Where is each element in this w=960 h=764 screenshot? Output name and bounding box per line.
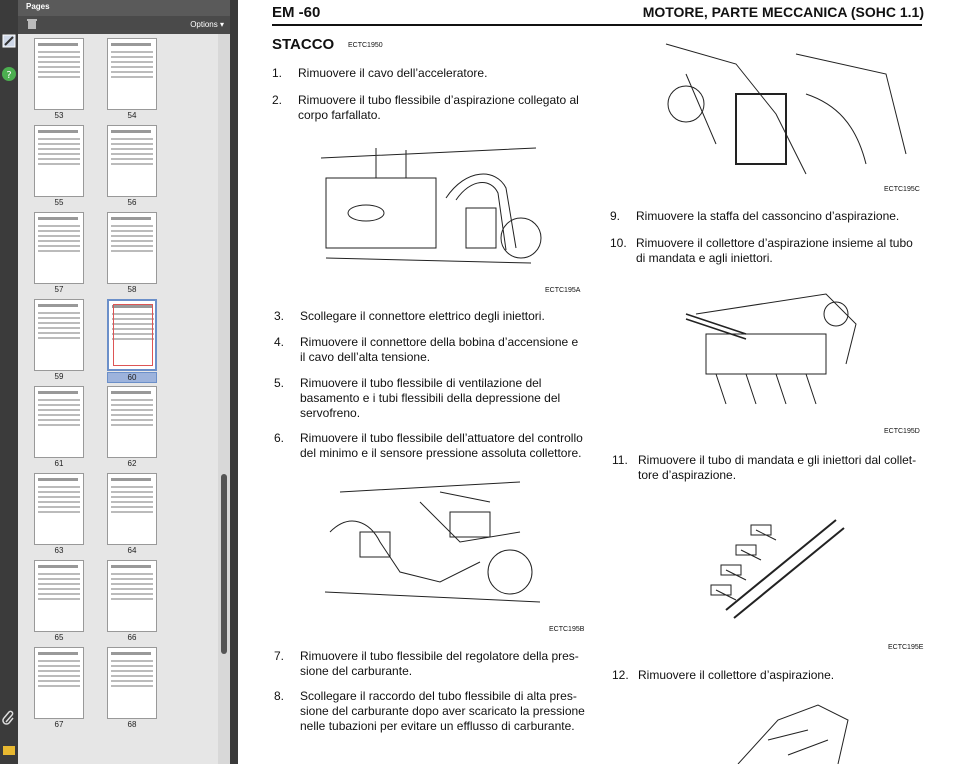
document-page [238, 0, 960, 764]
figure-code: ECTC195E [888, 644, 924, 651]
header-rule [272, 24, 922, 26]
help-icon[interactable] [1, 66, 17, 82]
page-thumbnail[interactable] [34, 125, 84, 197]
page-number-label[interactable]: 57 [54, 285, 64, 294]
figure-code: ECTC195C [884, 186, 920, 193]
page-number-label[interactable]: 66 [127, 633, 137, 642]
step-text [300, 376, 560, 421]
step-number: 4. [274, 335, 285, 349]
step-text [300, 309, 545, 324]
panel-header [18, 0, 230, 16]
figure-idle-actuator [320, 472, 546, 622]
page-number-label[interactable]: 61 [54, 459, 64, 468]
step-number: 7. [274, 649, 285, 663]
step-number: 11. [612, 453, 628, 467]
step-number: 6. [274, 431, 285, 445]
page-thumbnail[interactable] [34, 647, 84, 719]
pencil-icon[interactable] [1, 33, 17, 49]
step-line: sione del carburante dopo aver scaricato la pressione [300, 704, 585, 718]
section-title: STACCO [272, 36, 335, 53]
figure-code: ECTC195B [549, 626, 585, 633]
step-line: Rimuovere la staffa del cassoncino d’aspirazione. [636, 209, 900, 223]
page-thumbnail[interactable] [34, 560, 84, 632]
step-text [636, 236, 913, 266]
thumbnail-list [18, 34, 218, 764]
step-text [298, 66, 487, 81]
page-number-label[interactable]: 55 [54, 198, 64, 207]
step-text [298, 93, 579, 123]
page-number-header: EM -60 [272, 4, 321, 21]
step-line: sione del carburante. [300, 664, 413, 678]
step-line: il cavo dell’alta tensione. [300, 350, 431, 364]
page-number-label[interactable]: 68 [127, 720, 137, 729]
step-line: di mandata e agli iniettori. [636, 251, 773, 265]
step-number: 8. [274, 689, 285, 703]
page-thumbnail[interactable] [107, 299, 157, 371]
step-text [638, 453, 916, 483]
page-thumbnail[interactable] [107, 212, 157, 284]
paperclip-icon[interactable] [1, 710, 17, 726]
figure-code: ECTC195D [884, 428, 920, 435]
chapter-header: MOTORE, PARTE MECCANICA (SOHC 1.1) [642, 4, 924, 20]
options-button[interactable]: Options ▾ [190, 20, 224, 29]
figure-intake-manifold [676, 284, 866, 414]
step-line: nelle tubazioni per evitare un efflusso di carburante. [300, 719, 575, 733]
page-number-label[interactable]: 53 [54, 111, 64, 120]
step-line: Rimuovere il collettore d’aspirazione insieme al tubo [636, 236, 913, 250]
step-line: Rimuovere il tubo flessibile d’aspirazione collegato al [298, 93, 579, 107]
step-line: Rimuovere il tubo flessibile di ventilazione del [300, 376, 542, 390]
step-line: Rimuovere il tubo di mandata e gli iniettori dal collet- [638, 453, 917, 467]
page-number-label[interactable]: 59 [54, 372, 64, 381]
pages-panel [18, 0, 230, 764]
step-number: 10. [610, 236, 627, 250]
layers-icon[interactable] [1, 742, 17, 758]
page-thumbnail[interactable] [107, 38, 157, 110]
step-text [300, 689, 585, 734]
figure-engine-throttle [316, 138, 546, 278]
step-line: Scollegare il connettore elettrico degli iniettori. [300, 309, 545, 323]
step-number: 12. [612, 668, 629, 682]
step-text [638, 668, 834, 683]
page-thumbnail[interactable] [34, 38, 84, 110]
panel-divider[interactable] [230, 0, 238, 764]
figure-intake-bracket [656, 34, 916, 184]
page-thumbnail[interactable] [34, 212, 84, 284]
page-number-label[interactable]: 67 [54, 720, 64, 729]
page-thumbnail[interactable] [107, 125, 157, 197]
page-thumbnail[interactable] [34, 299, 84, 371]
page-thumbnail[interactable] [107, 473, 157, 545]
step-line: Rimuovere il cavo dell’acceleratore. [298, 66, 488, 80]
step-line: del minimo e il sensore pressione assoluta collettore. [300, 446, 582, 460]
page-thumbnail[interactable] [107, 386, 157, 458]
step-line: Scollegare il raccordo del tubo flessibile di alta pres- [300, 689, 577, 703]
section-code: ECTC1950 [348, 42, 383, 49]
page-number-label[interactable]: 54 [127, 111, 137, 120]
page-number-label[interactable]: 60 [107, 372, 157, 383]
step-text [300, 649, 579, 679]
panel-toolbar [18, 16, 230, 34]
page-number-label[interactable]: 64 [127, 546, 137, 555]
step-line: corpo farfallato. [298, 108, 381, 122]
page-thumbnail[interactable] [34, 386, 84, 458]
step-line: Rimuovere il tubo flessibile del regolatore della pres- [300, 649, 579, 663]
panel-scrollbar[interactable] [218, 34, 230, 764]
page-thumbnail[interactable] [107, 647, 157, 719]
step-text [636, 209, 899, 224]
step-line: Rimuovere il tubo flessibile dell’attuatore del controllo [300, 431, 583, 445]
step-line: basamento e i tubi flessibili della depressione del [300, 391, 561, 405]
figure-manifold-partial [718, 700, 858, 764]
step-text [300, 335, 578, 365]
page-number-label[interactable]: 62 [127, 459, 137, 468]
figure-code: ECTC195A [545, 287, 581, 294]
page-number-label[interactable]: 65 [54, 633, 64, 642]
page-number-label[interactable]: 63 [54, 546, 64, 555]
figure-fuel-rail [696, 500, 856, 630]
page-number-label[interactable]: 58 [127, 285, 137, 294]
scrollbar-thumb[interactable] [221, 474, 227, 654]
step-line: tore d’aspirazione. [638, 468, 737, 482]
step-number: 5. [274, 376, 285, 390]
tool-strip [0, 0, 18, 764]
page-thumbnail[interactable] [34, 473, 84, 545]
page-number-label[interactable]: 56 [127, 198, 137, 207]
step-number: 2. [272, 93, 283, 107]
step-line: Rimuovere il collettore d’aspirazione. [638, 668, 835, 682]
step-number: 3. [274, 309, 285, 323]
step-line: Rimuovere il connettore della bobina d’accensione e [300, 335, 579, 349]
step-line: servofreno. [300, 406, 361, 420]
panel-title: Pages [26, 2, 50, 11]
page-thumbnail[interactable] [107, 560, 157, 632]
trash-icon[interactable] [26, 18, 38, 30]
svg-text:?: ? [6, 70, 12, 81]
step-number: 9. [610, 209, 621, 223]
step-text [300, 431, 583, 461]
step-number: 1. [272, 66, 283, 80]
